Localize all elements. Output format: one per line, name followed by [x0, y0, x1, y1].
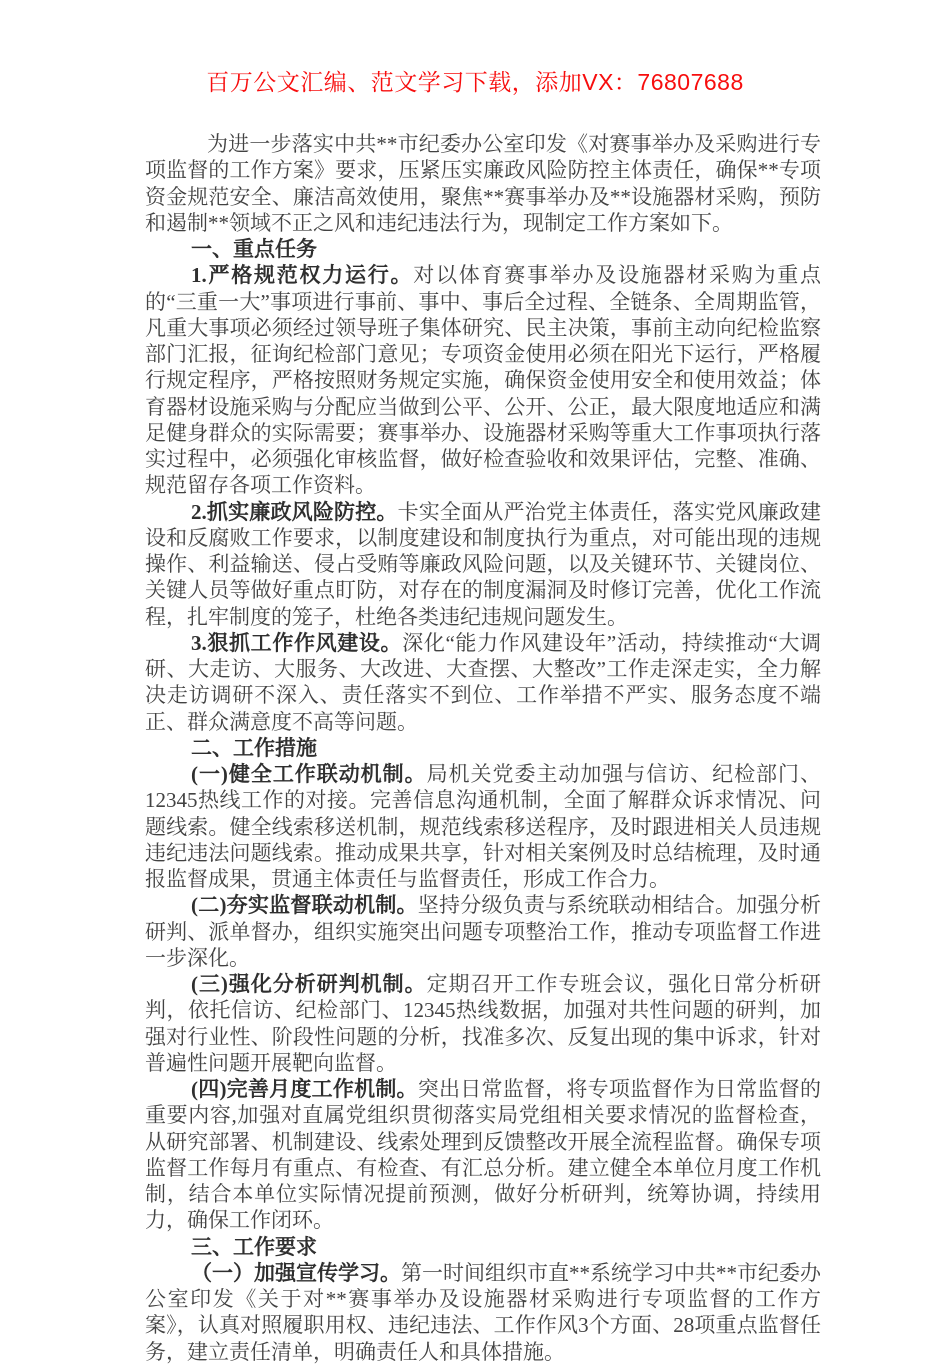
paragraph-task-2-text: 卡实全面从严治党主体责任，落实党风廉政建设和反腐败工作要求，以制度建设和制度执行为重点，对可能出现的违规操作、利益输送、侵占受贿等廉政风险问题，以及关键环节、关键岗位、关键人员等做好重点盯防，对存在的制度漏洞及时修订完善，优化工作流程，扎牢制度的笼子，杜绝各类违纪违规问题发生。 — [145, 499, 822, 629]
paragraph-measure-4-text: 突出日常监督，将专项监督作为日常监督的重要内容,加强对直属党组织贯彻落实局党组相关要求情况的监督检查，从研究部署、机制建设、线索处理到反馈整改开展全流程监督。确保专项监督工作每月有重点、有检查、有汇总分析。建立健全本单位月度工作机制，结合本单位实际情况提前预测，做好分析研判，统筹协调，持续用力，确保工作闭环。 — [145, 1077, 821, 1233]
paragraph-task-3-lead: 3.狠抓工作作风建设。 — [191, 630, 403, 655]
paragraph-measure-1-text: 局机关党委主动加强与信访、纪检部门、12345热线工作的对接。完善信息沟通机制，全面了解群众诉求情况、问题线索。健全线索移送机制，规范线索移送程序，及时跟进相关人员违规违纪违法问题线索。推动成果共享，针对相关案例及时总结梳理，及时通报监督成果，贯通主体责任与监督责任，形成工作合力。 — [145, 762, 821, 891]
paragraph-task-3-text: 深化“能力作风建设年”活动，持续推动“大调研、大走访、大服务、大改进、大查摆、大整改”工作走深走实，全力解决走访调研不深入、责任落实不到位、工作举措不严实、服务态度不端正、群众满意度不高等问题。 — [145, 630, 822, 734]
document-body — [145, 131, 821, 1365]
paragraph-measure-3 — [145, 971, 821, 1076]
paragraph-measure-3-text: 定期召开工作专班会议，强化日常分析研判，依托信访、纪检部门、12345热线数据，加强对共性问题的研判，加强对行业性、阶段性问题的分析，找准多次、反复出现的集中诉求，针对普遍性问题开展靶向监督。 — [145, 972, 821, 1075]
paragraph-measure-1 — [145, 761, 821, 892]
promo-banner-text: 百万公文汇编、范文学习下载，添加VX：76807688 — [206, 69, 744, 95]
paragraph-measure-2 — [145, 892, 821, 971]
paragraph-requirement-1-text: 第一时间组织市直**系统学习中共**市纪委办公室印发《关于对**赛事举办及设施器材采购进行专项监督的工作方案》，认真对照履职用权、违纪违法、工作作风3个方面、28项重点监督任务，建立责任清单，明确责任人和具体措施。 — [145, 1260, 821, 1364]
paragraph-task-1-lead: 1.严格规范权力运行。 — [191, 263, 414, 288]
paragraph-task-1 — [145, 262, 821, 498]
paragraph-task-2 — [145, 499, 821, 630]
paragraph-task-3 — [145, 630, 821, 735]
paragraph-measure-4-lead: (四)完善月度工作机制。 — [191, 1077, 418, 1101]
section-heading-key-tasks: 一、重点任务 — [191, 237, 317, 261]
paragraph-task-2-lead: 2.抓实廉政风险防控。 — [191, 499, 398, 524]
paragraph-requirement-1-lead: （一）加强宣传学习。 — [191, 1260, 401, 1285]
paragraph-requirement-1 — [145, 1260, 821, 1365]
intro-paragraph: 为进一步落实中共**市纪委办公室印发《对赛事举办及采购进行专项监督的工作方案》要求，压紧压实廉政风险防控主体责任，确保**专项资金规范安全、廉洁高效使用，聚焦**赛事举办及**设施器材采购，预防和遏制**领域不正之风和违纪违法行为，现制定工作方案如下。 — [145, 132, 821, 235]
paragraph-measure-1-lead: (一)健全工作联动机制。 — [191, 762, 427, 786]
paragraph-task-1-text: 对以体育赛事举办及设施器材采购为重点的“三重一大”事项进行事前、事中、事后全过程、全链条、全周期监管，凡重大事项必须经过领导班子集体研究、民主决策，事前主动向纪检监察部门汇报，征询纪检部门意见；专项资金使用必须在阳光下运行，严格履行规定程序，严格按照财务规定实施，确保资金使用安全和使用效益；体育器材设施采购与分配应当做到公平、公开、公正，最大限度地适应和满足健身群众的实际需要；赛事举办、设施器材采购等重大工作事项执行落实过程中，必须强化审核监督，做好检查验收和效果评估，完整、准确、规范留存各项工作资料。 — [145, 263, 821, 498]
paragraph-measure-3-lead: (三)强化分析研判机制。 — [191, 972, 427, 996]
paragraph-measure-4 — [145, 1076, 821, 1234]
section-heading-work-measures: 二、工作措施 — [191, 735, 317, 760]
paragraph-measure-2-text: 坚持分级负责与系统联动相结合。加强分析研判、派单督办，组织实施突出问题专项整治工作，推动专项监督工作进一步深化。 — [145, 893, 821, 970]
section-heading-work-requirements: 三、工作要求 — [191, 1234, 317, 1259]
paragraph-measure-2-lead: (二)夯实监督联动机制。 — [191, 893, 418, 918]
